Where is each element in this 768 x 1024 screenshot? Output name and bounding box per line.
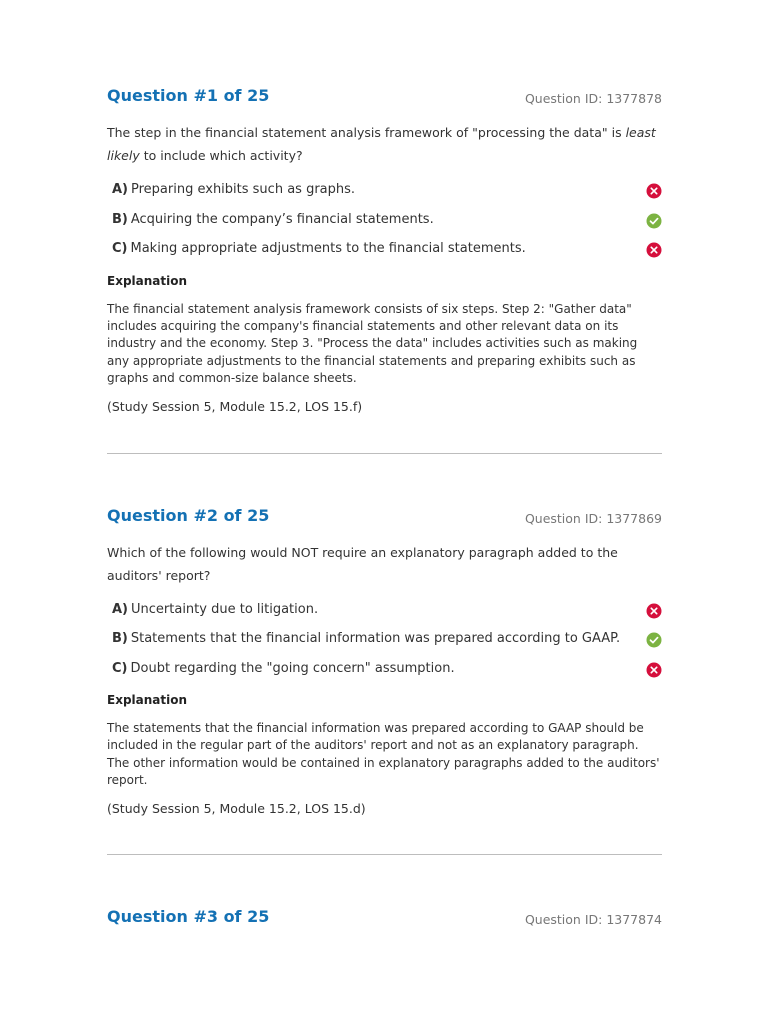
question-text-part: to include which activity?	[139, 148, 303, 163]
question-block	[107, 855, 662, 937]
x-circle-icon	[646, 242, 662, 258]
question-header	[107, 86, 662, 116]
answer-option-c	[107, 656, 662, 686]
explanation-heading: Explanation	[107, 693, 188, 708]
answer-label: Acquiring the company’s financial statements.	[130, 211, 434, 227]
question-id: Question ID: 1377869	[524, 510, 662, 526]
answer-text	[112, 182, 355, 197]
question-block	[107, 454, 662, 816]
question-text-part: The step in the financial statement analysis framework of "processing the data" is	[107, 125, 626, 140]
answer-letter: A)	[112, 601, 129, 617]
answer-letter: B)	[112, 211, 128, 227]
question-text-emphasis: least likely	[107, 125, 656, 163]
answer-option-a	[107, 597, 662, 627]
answer-list	[107, 597, 662, 686]
question-header	[107, 907, 662, 937]
answer-label: Statements that the financial information was prepared according to GAAP.	[130, 631, 621, 647]
x-circle-icon	[646, 603, 662, 619]
answer-text	[112, 661, 455, 676]
question-title: Question #2 of 25	[107, 505, 270, 525]
answer-letter: C)	[112, 660, 128, 676]
check-circle-icon	[646, 213, 662, 229]
answer-text	[112, 631, 620, 646]
answer-label: Preparing exhibits such as graphs.	[131, 182, 356, 197]
question-text: Which of the following would NOT require an explanatory paragraph added to the auditors' report?	[107, 544, 618, 583]
check-circle-icon	[646, 632, 662, 648]
explanation-heading: Explanation	[107, 273, 188, 288]
answer-letter: B)	[112, 631, 128, 647]
question-header	[107, 506, 662, 536]
question-id: Question ID: 1377874	[524, 911, 662, 927]
explanation-text: The statements that the financial information was prepared according to GAAP should be included in the regular part of the auditors' report and not as an explanatory paragraph. The other information would be contained in explanatory paragraphs added to the auditors' report.	[107, 721, 660, 788]
question-list	[107, 0, 662, 937]
question-block	[107, 0, 662, 414]
answer-label: Uncertainty due to litigation.	[131, 601, 319, 617]
x-circle-icon	[646, 183, 662, 199]
question-id: Question ID: 1377878	[524, 91, 662, 106]
x-circle-icon	[646, 662, 662, 678]
study-reference: (Study Session 5, Module 15.2, LOS 15.f)	[107, 398, 363, 414]
answer-option-b	[107, 207, 662, 237]
answer-letter: A)	[112, 182, 129, 197]
answer-option-b	[107, 626, 662, 656]
answer-list	[107, 177, 662, 266]
explanation-text: The financial statement analysis framework consists of six steps. Step 2: "Gather data" includes acquiring the company's financial statements and other relevant data on its industry and the economy. Step 3. "Process the data" includes activities such as making any appropriate adjustments to the financial statements and preparing exhibits such as graphs and common-size balance sheets.	[107, 301, 638, 386]
question-title: Question #1 of 25	[107, 86, 270, 105]
question-title: Question #3 of 25	[107, 906, 270, 926]
answer-text	[112, 241, 526, 256]
answer-label: Doubt regarding the "going concern" assumption.	[130, 660, 455, 676]
answer-option-c	[107, 236, 662, 266]
answer-letter: C)	[112, 241, 128, 256]
answer-option-a	[107, 177, 662, 207]
answer-text	[112, 602, 318, 617]
answer-text	[112, 212, 434, 227]
question-text	[107, 121, 662, 167]
answer-label: Making appropriate adjustments to the financial statements.	[130, 241, 526, 256]
study-reference: (Study Session 5, Module 15.2, LOS 15.d)	[107, 800, 366, 816]
